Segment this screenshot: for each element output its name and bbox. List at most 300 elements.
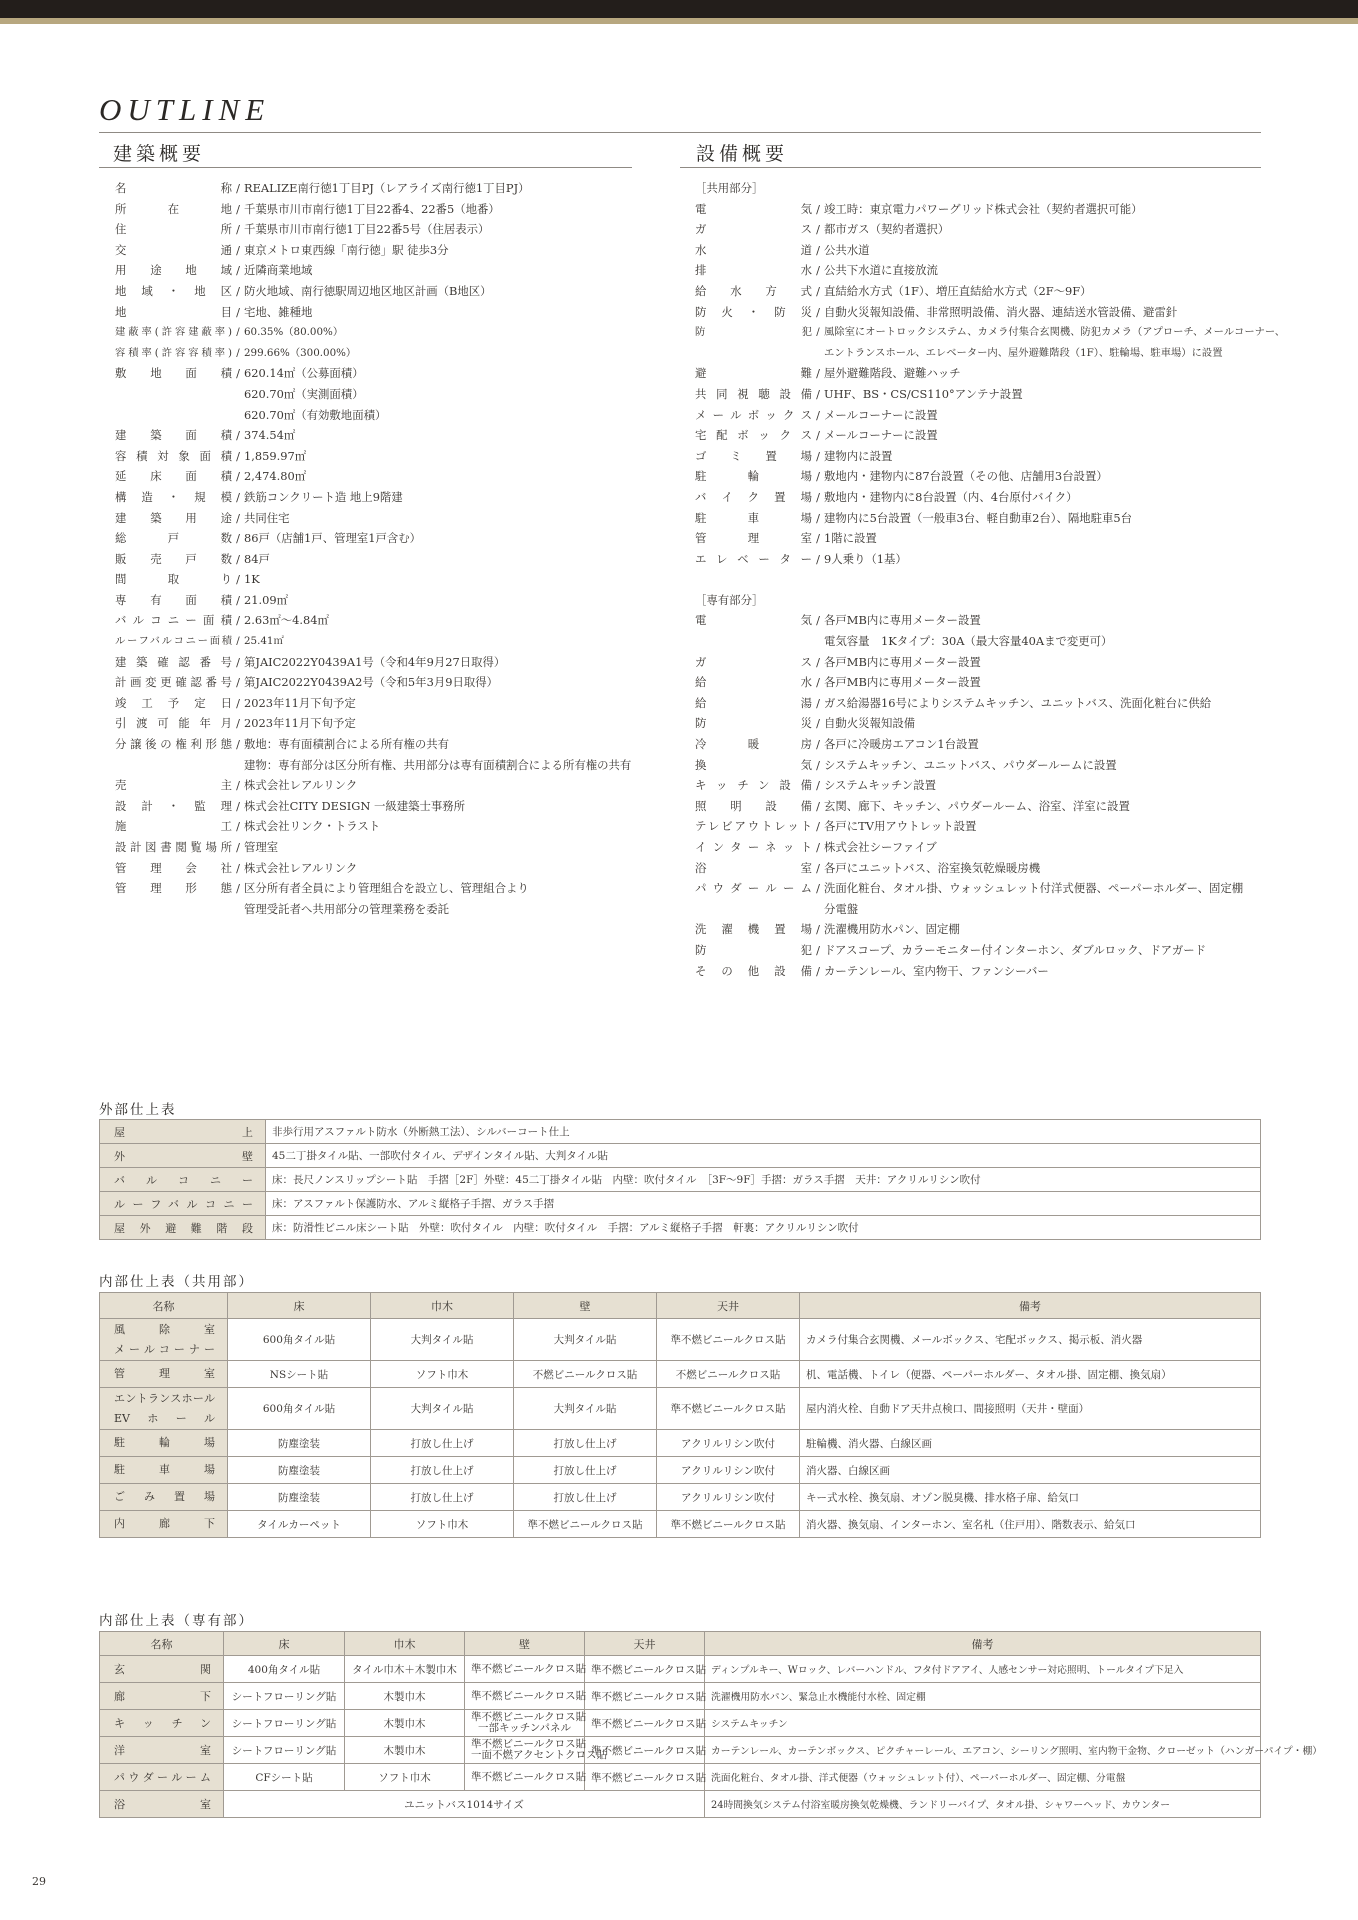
spec-row [695,260,1285,281]
slash-separator: / [816,798,820,813]
slash-separator: / [816,283,820,298]
row-label: 屋上 [100,1120,266,1144]
slash-separator: / [816,778,820,793]
spec-row [695,302,1285,323]
cell-wall: 不燃ビニールクロス貼 [514,1361,657,1388]
spec-row [695,713,1285,734]
spec-row [115,878,631,899]
row-value: 45二丁掛タイル貼、一部吹付タイル、デザインタイル貼、大判タイル貼 [266,1144,1261,1168]
row-name-line1: 内廊下 [114,1517,215,1530]
spec-row [115,466,631,487]
spec-row [115,796,631,817]
spec-row [115,425,631,446]
spec-value: 管理受託者へ共用部分の管理業務を委託 [244,901,450,916]
spec-value: 1K [244,572,260,587]
spec-value: REALIZE南行徳1丁目PJ（レアライズ南行徳1丁目PJ） [244,181,530,195]
spec-label: バイク置場 [695,489,812,504]
column-header: 巾木 [345,1632,465,1656]
spec-row [115,631,631,652]
spec-row [695,858,1285,879]
slash-separator: / [236,654,240,669]
spec-value: 各戸にユニットバス、浴室換気乾燥暖房機 [824,860,1041,875]
wall-line1: 準不燃ビニールクロス貼 [471,1770,587,1783]
exterior-finish-table [99,1119,1261,1240]
spec-value: メールコーナーに設置 [824,428,938,443]
cell-floor: CFシート貼 [224,1764,345,1791]
spec-row [695,199,1285,220]
cell-wall [465,1737,607,1764]
spec-row [115,755,631,776]
spec-row [115,858,631,879]
spec-label: バルコニー面積 [115,613,232,628]
row-name: 廊下 [100,1683,224,1710]
cell-floor: 600角タイル貼 [228,1319,371,1361]
spec-value: 玄関、廊下、キッチン、パウダールーム、浴室、洋室に設置 [824,798,1130,813]
slash-separator: / [816,860,820,875]
spec-label: 用途地域 [115,263,232,278]
spec-label: インターネット [695,840,812,854]
slash-separator: / [236,242,240,257]
spec-row [115,775,631,796]
table-row [100,1683,1261,1710]
spec-label: 延床面積 [115,469,232,484]
spec-row [695,755,1285,776]
spec-label: 住所 [115,222,232,237]
slash-separator: / [236,778,240,793]
slash-separator: / [816,531,820,546]
column-header: 床 [228,1293,371,1319]
top-gold-band [0,18,1358,24]
wall-line1: 準不燃ビニールクロス貼 [471,1738,587,1750]
cell-ceiling: 準不燃ビニールクロス貼 [585,1737,705,1764]
slash-separator: / [236,716,240,731]
cell-note: ディンプルキー、Wロック、レバーハンドル、フタ付ドアアイ、人感センサー対応照明、トールタイプ下足入 [705,1656,1261,1683]
row-name [100,1430,228,1457]
spec-label: 間取り [115,572,232,587]
cell-ceiling: 準不燃ビニールクロス貼 [585,1656,705,1683]
cell-note: カメラ付集合玄関機、メールボックス、宅配ボックス、掲示板、消火器 [800,1319,1261,1361]
cell-wall [465,1683,585,1710]
spec-row [115,652,631,673]
row-name [100,1361,228,1388]
slash-separator: / [236,695,240,710]
spec-label: テレビアウトレット [695,819,812,834]
spec-value: 分電盤 [824,901,859,916]
spec-row [695,940,1285,961]
cell-floor: 600角タイル貼 [228,1388,371,1430]
interior-private-table-title: 内部仕上表（専有部） [99,1613,254,1629]
spec-value: 管理室 [244,840,279,854]
cell-note: 24時間換気システム付浴室暖房換気乾燥機、ランドリーパイプ、タオル掛、シャワーヘッド、カウンター [705,1791,1261,1818]
column-header: 天井 [585,1632,705,1656]
spec-row [695,487,1285,508]
spec-row [115,590,631,611]
table-row [100,1511,1261,1538]
table-row [100,1319,1261,1361]
spec-value: カーテンレール、室内物干、ファンシーバー [824,963,1049,978]
spec-label: ゴミ置場 [695,448,812,463]
spec-label: 交通 [115,242,232,257]
slash-separator: / [816,654,820,669]
table-row [100,1120,1261,1144]
table-row [100,1791,1261,1818]
row-name: パウダールーム [100,1764,224,1791]
cell-baseboard: ソフト巾木 [371,1511,514,1538]
private-section-title: ［専有部分］ [695,592,764,607]
cell-ceiling: 準不燃ビニールクロス貼 [585,1710,705,1737]
spec-row [695,322,1285,343]
spec-row [115,260,631,281]
spec-value: 2023年11月下旬予定 [244,716,356,731]
spec-value: 86戸（店舗1戸、管理室1戸含む） [244,531,422,546]
spec-value: 建物内に設置 [824,448,893,463]
spec-label: 総戸数 [115,531,232,546]
spec-row [115,816,631,837]
spec-row [695,734,1285,755]
spec-label: 施工 [115,819,232,834]
cell-note: 消火器、白線区画 [800,1457,1261,1484]
spec-value: 竣工時：東京電力パワーグリッド株式会社（契約者選択可能） [824,201,1143,216]
cell-note: 消火器、換気扇、インターホン、室名札（住戸用）、階数表示、給気口 [800,1511,1261,1538]
spec-row [695,281,1285,302]
cell-ceiling: アクリルリシン吹付 [657,1484,800,1511]
row-name-line1: 駐車場 [114,1463,215,1476]
private-equipment-list [695,610,1285,981]
spec-label: 照明設備 [695,798,812,813]
cell-floor-merged: ユニットバス1014サイズ [224,1791,705,1818]
spec-label: 避難 [695,366,812,381]
row-name [100,1457,228,1484]
building-divider [99,167,632,168]
column-header: 壁 [514,1293,657,1319]
spec-value: 屋外避難階段、避難ハッチ [824,366,961,381]
cell-ceiling: 準不燃ビニールクロス貼 [657,1388,800,1430]
spec-row [695,405,1285,426]
cell-wall: 大判タイル貼 [514,1319,657,1361]
spec-label: 防火・防災 [695,304,812,319]
row-name [100,1484,228,1511]
column-header: 名称 [100,1632,224,1656]
spec-label: 販売戸数 [115,551,232,566]
spec-value: 2.63㎡〜4.84㎡ [244,613,329,628]
spec-value: 2023年11月下旬予定 [244,695,356,710]
spec-label: 洗濯機置場 [695,922,812,937]
cell-ceiling: 準不燃ビニールクロス貼 [585,1764,705,1791]
spec-value: 1階に設置 [824,531,877,546]
slash-separator: / [236,613,240,628]
row-name-line1: エントランスホール [114,1391,215,1405]
spec-label: 共同視聴設備 [695,386,812,401]
slash-separator: / [236,572,240,587]
row-value: 床：防滑性ビニル床シート貼 外壁：吹付タイル 内壁：吹付タイル 手摺：アルミ縦格子手摺 軒裏：アクリルリシン吹付 [266,1216,1261,1240]
cell-ceiling: 準不燃ビニールクロス貼 [657,1511,800,1538]
spec-label: 建築確認番号 [115,654,232,669]
spec-label: ルーフバルコニー面積 [115,635,232,648]
spec-value: 敷地内・建物内に87台設置（その他、店舗用3台設置） [824,469,1108,484]
spec-value: 第JAIC2022Y0439A1号（令和4年9月27日取得） [244,654,506,669]
row-name: 浴室 [100,1791,224,1818]
slash-separator: / [816,819,820,834]
cell-floor: 防塵塗装 [228,1484,371,1511]
slash-separator: / [816,551,820,566]
spec-label: 引渡可能年月 [115,716,232,731]
exterior-table-title: 外部仕上表 [99,1102,177,1118]
spec-value: 電気容量 1Kタイプ：30A（最大容量40Aまで変更可） [824,634,1113,649]
cell-note: 屋内消火栓、自動ドア天井点検口、間接照明（天井・壁面） [800,1388,1261,1430]
spec-row [695,796,1285,817]
spec-label: 給水方式 [695,283,812,298]
spec-row [115,672,631,693]
spec-row [695,919,1285,940]
spec-value: 防火地域、南行徳駅周辺地区地区計画（B地区） [244,283,492,298]
row-value: 床：長尺ノンスリップシート貼 手摺［2F］外壁：45二丁掛タイル貼 内壁：吹付タイル ［3F〜9F］手摺：ガラス手摺 天井：アクリルリシン吹付 [266,1168,1261,1192]
spec-row [115,446,631,467]
spec-row [115,837,631,858]
slash-separator: / [236,304,240,319]
spec-label: 駐輪場 [695,469,812,484]
slash-separator: / [236,489,240,504]
spec-value: 株式会社レアルリンク [244,860,358,875]
slash-separator: / [236,263,240,278]
slash-separator: / [816,428,820,443]
table-row [100,1192,1261,1216]
cell-baseboard: 木製巾木 [345,1683,465,1710]
cell-note: 洗濯機用防水パン、緊急止水機能付水栓、固定棚 [705,1683,1261,1710]
building-spec-list [115,178,631,919]
spec-label: 排水 [695,263,812,278]
row-label: 外壁 [100,1144,266,1168]
spec-value: 各戸MB内に専用メーター設置 [824,613,981,628]
spec-row [115,343,631,364]
spec-label: 防犯 [695,942,812,957]
spec-label: 管理形態 [115,881,232,896]
spec-value: 620.14㎡（公募面積） [244,366,364,381]
spec-value: システムキッチン、ユニットバス、パウダールームに設置 [824,757,1117,772]
wall-line2: 一部キッチンパネル [477,1722,572,1734]
spec-value: 敷地：専有面積割合による所有権の共有 [244,737,450,752]
cell-floor: タイルカーペット [228,1511,371,1538]
spec-row [115,322,631,343]
spec-row [115,528,631,549]
row-name-line2: EVホール [114,1411,215,1425]
cell-floor: NSシート貼 [228,1361,371,1388]
row-name [100,1388,228,1430]
equipment-divider [680,167,1261,168]
spec-label: 電気 [695,201,812,216]
spec-label: 冷暖房 [695,737,812,752]
slash-separator: / [236,635,240,648]
spec-value: 区分所有者全員により管理組合を設立し、管理組合より [244,881,529,896]
row-name: キッチン [100,1710,224,1737]
cell-wall: 準不燃ビニールクロス貼 [514,1511,657,1538]
spec-value: 千葉県市川市南行徳1丁目22番4、22番5（地番） [244,201,500,216]
cell-note: カーテンレール、カーテンボックス、ピクチャーレール、エアコン、シーリング照明、室内物干金物、クローゼット（ハンガーパイプ・棚） [705,1737,1261,1764]
spec-row [115,693,631,714]
spec-value: UHF、BS・CS/CS110°アンテナ設置 [824,386,1023,401]
spec-value: ドアスコープ、カラーモニター付インターホン、ダブルロック、ドアガード [824,942,1207,957]
row-name: 洋室 [100,1737,224,1764]
slash-separator: / [816,963,820,978]
interior-common-table [99,1292,1261,1538]
spec-value: 建物：専有部分は区分所有権、共用部分は専有面積割合による所有権の共有 [244,757,632,772]
equipment-spec-list [695,178,1285,981]
wall-line1: 準不燃ビニールクロス貼 [471,1711,587,1723]
spec-label: 建蔽率(許容建蔽率) [115,326,232,339]
column-header: 備考 [800,1293,1261,1319]
slash-separator: / [236,675,240,690]
cell-floor: 防塵塗装 [228,1430,371,1457]
table-row [100,1710,1261,1737]
spec-row [695,466,1285,487]
spec-row [115,240,631,261]
spec-value: 洗面化粧台、タオル掛、ウォッシュレット付洋式便器、ペーパーホルダー、固定棚 [824,881,1244,896]
column-header: 天井 [657,1293,800,1319]
cell-note: システムキッチン [705,1710,1261,1737]
spec-row [695,631,1285,652]
spec-value: 株式会社CITY DESIGN 一級建築士事務所 [244,798,466,813]
spec-value: 自動火災報知設備、非常照明設備、消火器、連結送水管設備、避雷針 [824,304,1178,319]
slash-separator: / [236,531,240,546]
spec-row [115,219,631,240]
spec-row [695,961,1285,982]
spec-value: 共同住宅 [244,510,290,525]
spec-row [695,549,1285,570]
slash-separator: / [816,757,820,772]
spec-row [115,199,631,220]
cell-baseboard: 打放し仕上げ [371,1430,514,1457]
slash-separator: / [236,222,240,237]
spec-label: キッチン設備 [695,778,812,793]
table-row [100,1764,1261,1791]
slash-separator: / [816,613,820,628]
spec-row [695,672,1285,693]
spec-value: 第JAIC2022Y0439A2号（令和5年3月9日取得） [244,675,499,690]
spec-label: 地域・地区 [115,283,232,298]
spec-row [115,508,631,529]
row-value: 床：アスファルト保護防水、アルミ縦格子手摺、ガラス手摺 [266,1192,1261,1216]
spec-row [695,219,1285,240]
column-header: 床 [224,1632,345,1656]
slash-separator: / [236,510,240,525]
spec-value: 1,859.97㎡ [244,448,307,463]
spec-label: 名称 [115,181,232,195]
spec-label: メールボックス [695,407,812,422]
slash-separator: / [816,222,820,237]
spec-value: 自動火災報知設備 [824,716,916,731]
wall-line1: 準不燃ビニールクロス貼 [471,1662,587,1675]
spec-value: 東京メトロ東西線「南行徳」駅 徒歩3分 [244,242,449,257]
spec-row [115,549,631,570]
table-row [100,1168,1261,1192]
column-header: 壁 [465,1632,585,1656]
cell-baseboard: タイル巾木＋木製巾木 [345,1656,465,1683]
wall-line2: 一面不燃アクセントクロス貼 [471,1749,607,1761]
slash-separator: / [816,675,820,690]
column-header: 名称 [100,1293,228,1319]
cell-note: キー式水栓、換気扇、オゾン脱臭機、排水格子扉、給気口 [800,1484,1261,1511]
slash-separator: / [236,346,240,359]
slash-separator: / [816,737,820,752]
slash-separator: / [236,798,240,813]
spec-row [115,302,631,323]
slash-separator: / [816,922,820,937]
column-header: 巾木 [371,1293,514,1319]
spec-value: 620.70㎡（実測面積） [244,386,364,401]
spec-row [695,363,1285,384]
page-number: 29 [32,1875,46,1888]
slash-separator: / [236,819,240,834]
spec-value: 鉄筋コンクリート造 地上9階建 [244,489,403,504]
page-title: OUTLINE [99,92,271,127]
slash-separator: / [236,201,240,216]
spec-label: 駐車場 [695,510,812,525]
top-dark-band [0,0,1358,18]
spec-label: 防犯 [695,326,812,339]
spec-row [115,281,631,302]
slash-separator: / [816,326,820,339]
spec-row [115,569,631,590]
spec-row [695,343,1285,364]
spec-label: 分譲後の権利形態 [115,737,232,752]
spec-value: 60.35%（80.00%） [244,326,344,339]
spec-label: 管理室 [695,531,812,546]
slash-separator: / [816,840,820,854]
spec-label: 建築用途 [115,510,232,525]
cell-floor: シートフローリング貼 [224,1683,345,1710]
spec-label: エレベーター [695,551,812,566]
spec-label: 換気 [695,757,812,772]
spec-label: ガス [695,222,812,237]
slash-separator: / [816,881,820,896]
cell-wall [465,1656,585,1683]
row-name [100,1319,228,1361]
slash-separator: / [236,840,240,854]
spec-label: 防災 [695,716,812,731]
slash-separator: / [236,428,240,443]
interior-private-table [99,1631,1323,1818]
spec-row [115,734,631,755]
spec-row [115,178,631,199]
spec-row [115,899,631,920]
row-name-line1: 駐輪場 [114,1436,215,1449]
cell-wall: 打放し仕上げ [514,1484,657,1511]
spec-label: 売主 [115,778,232,793]
spacer [695,569,1285,590]
slash-separator: / [816,489,820,504]
spec-row [695,693,1285,714]
table-row [100,1361,1261,1388]
spec-value: 各戸に冷暖房エアコン1台設置 [824,737,979,752]
spec-value: システムキッチン設置 [824,778,936,793]
slash-separator: / [816,469,820,484]
cell-note: 洗面化粧台、タオル掛、洋式便器（ウォッシュレット付）、ペーパーホルダー、固定棚、分電盤 [705,1764,1261,1791]
cell-baseboard: 木製巾木 [345,1710,465,1737]
table-row [100,1144,1261,1168]
spec-label: 敷地面積 [115,366,232,381]
cell-wall [465,1710,585,1737]
row-name [100,1511,228,1538]
spec-row [695,837,1285,858]
slash-separator: / [236,366,240,381]
slash-separator: / [816,201,820,216]
cell-baseboard: 大判タイル貼 [371,1319,514,1361]
spec-row [695,240,1285,261]
slash-separator: / [816,510,820,525]
cell-baseboard: 木製巾木 [345,1737,465,1764]
slash-separator: / [236,860,240,875]
slash-separator: / [236,283,240,298]
cell-baseboard: 大判タイル貼 [371,1388,514,1430]
